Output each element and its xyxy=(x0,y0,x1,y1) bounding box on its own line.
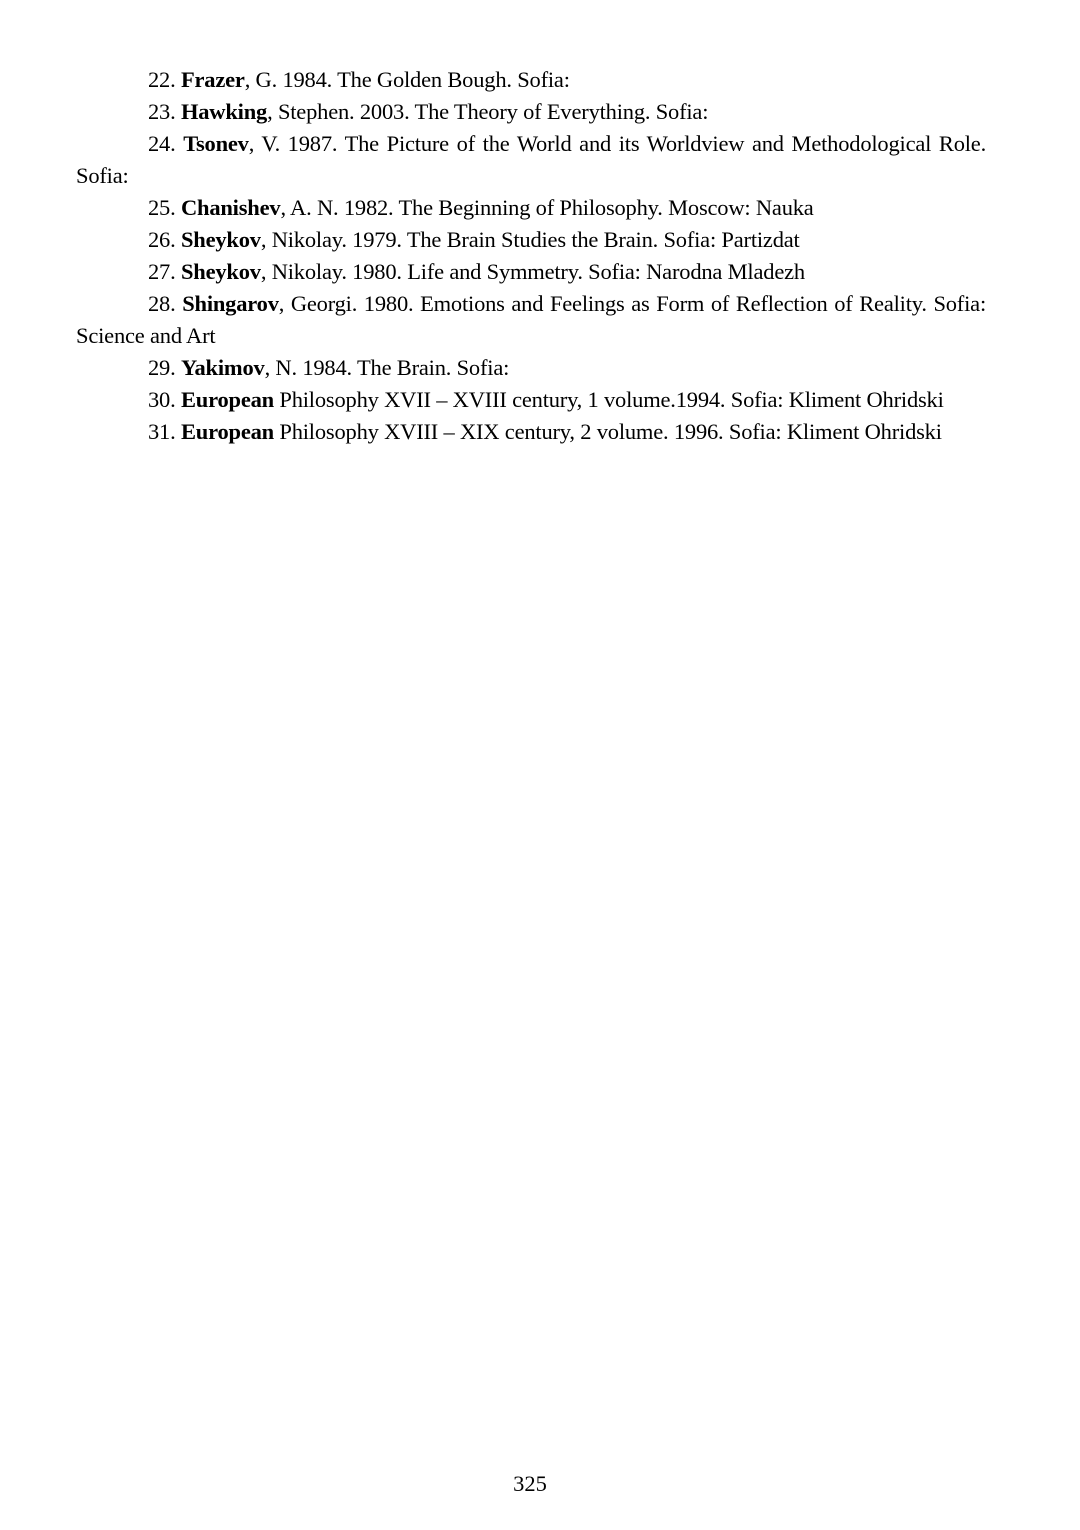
reference-entry-23 xyxy=(76,96,986,128)
reference-details: Philosophy XVIII – XIX century, 2 volume. 1996. Sofia: Kliment Ohridski xyxy=(273,419,942,444)
reference-details: , N. 1984. The Brain. Sofia: xyxy=(264,355,510,380)
reference-author: European xyxy=(180,387,274,412)
reference-entry-28 xyxy=(76,288,986,352)
reference-entry-24 xyxy=(76,128,986,192)
reference-entry-27 xyxy=(76,256,986,288)
reference-number: 30. xyxy=(148,387,181,412)
reference-author: Yakimov xyxy=(180,355,265,380)
reference-author: Sheykov xyxy=(180,227,261,252)
reference-author: Tsonev xyxy=(183,131,249,156)
reference-details: , G. 1984. The Golden Bough. Sofia: xyxy=(244,67,570,92)
reference-author: Frazer xyxy=(180,67,245,92)
reference-author: European xyxy=(180,419,274,444)
reference-entry-29 xyxy=(76,352,986,384)
reference-list xyxy=(76,64,986,448)
reference-number: 28. xyxy=(148,291,183,316)
reference-details: , A. N. 1982. The Beginning of Philosophy. Moscow: Nauka xyxy=(280,195,814,220)
reference-author: Hawking xyxy=(180,99,268,124)
reference-details: , Stephen. 2003. The Theory of Everything. Sofia: xyxy=(267,99,709,124)
reference-details: , Nikolay. 1979. The Brain Studies the Brain. Sofia: Partizdat xyxy=(260,227,800,252)
reference-number: 31. xyxy=(148,419,181,444)
reference-author: Chanishev xyxy=(180,195,281,220)
reference-details: Philosophy XVII – XVIII century, 1 volume.1994. Sofia: Kliment Ohridski xyxy=(273,387,944,412)
reference-number: 24. xyxy=(148,131,184,156)
reference-entry-26 xyxy=(76,224,986,256)
reference-author: Sheykov xyxy=(180,259,261,284)
reference-author: Shingarov xyxy=(182,291,279,316)
reference-details: , V. 1987. The Picture of the World and its Worldview and Methodological Role. Sofia: xyxy=(76,131,987,188)
reference-details: , Nikolay. 1980. Life and Symmetry. Sofia: Narodna Mladezh xyxy=(260,259,805,284)
reference-number: 27. xyxy=(148,259,181,284)
page-number: 325 xyxy=(513,1471,547,1496)
reference-number: 23. xyxy=(148,99,181,124)
reference-number: 25. xyxy=(148,195,181,220)
reference-entry-25 xyxy=(76,192,986,224)
reference-details: , Georgi. 1980. Emotions and Feelings as Form of Reflection of Reality. Sofia: Science and Art xyxy=(76,291,986,348)
reference-number: 22. xyxy=(148,67,181,92)
reference-entry-30 xyxy=(76,384,986,416)
reference-entry-22 xyxy=(76,64,986,96)
reference-entry-31 xyxy=(76,416,986,448)
reference-number: 29. xyxy=(148,355,181,380)
reference-number: 26. xyxy=(148,227,181,252)
